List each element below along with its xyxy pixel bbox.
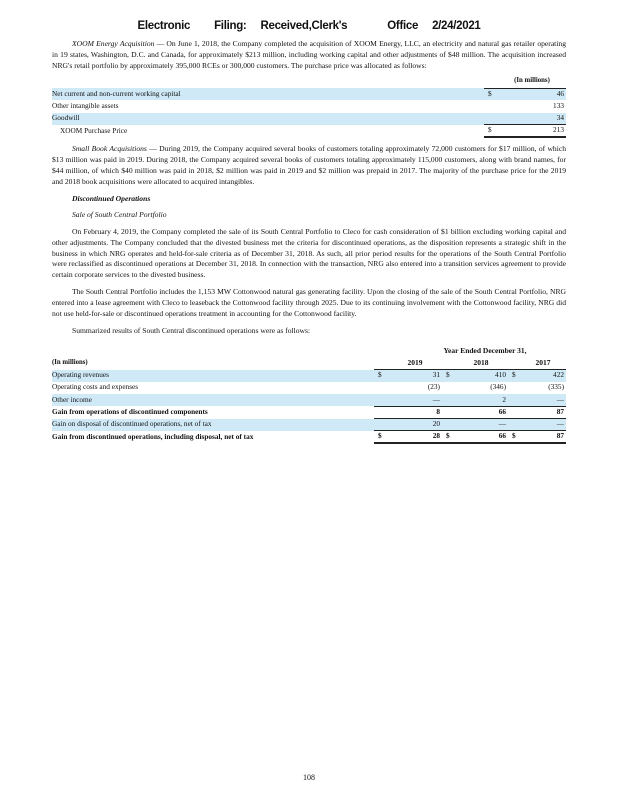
row-label: Other income: [52, 394, 374, 406]
row-value: 34: [500, 113, 566, 125]
row-dollar: [442, 406, 456, 418]
row-dollar: [508, 394, 522, 406]
units-label: (In millions): [52, 358, 88, 366]
small-book-paragraph: [52, 144, 566, 188]
row-dollar: [484, 100, 500, 112]
total-dollar: $: [484, 125, 500, 137]
discontinued-paragraph-2: The South Central Portfolio includes the 1,153 MW Cottonwood natural gas generating facility. Upon the closing of the sale of the South Central Portfolio, NRG entered into a lease agreement with Cleco to leaseback the Cottonwood facility through 2025. Due to its continuing involvement with the Cottonwood facility, NRG did not use held-for-sale or discontinued operations treatment in accounting for the Cottonwood facility.: [52, 287, 566, 319]
row-value-2018: (346): [490, 382, 506, 392]
header-electronic: Electronic: [137, 20, 191, 32]
year-2019: 2019: [407, 357, 423, 367]
row-label: Gain on disposal of discontinued operations, net of tax: [52, 419, 374, 431]
row-value-2017: —: [522, 419, 566, 431]
year-2017: 2017: [535, 357, 551, 367]
row-label: Gain from discontinued operations, including disposal, net of tax: [52, 431, 254, 441]
row-dollar: $: [442, 431, 456, 443]
header-received: Received,Clerk's: [260, 20, 348, 32]
page-content: [52, 39, 566, 444]
row-value-2019: 20: [390, 419, 442, 431]
row-label: Goodwill: [52, 113, 484, 125]
table-total-row: [52, 431, 566, 443]
row-label: Operating costs and expenses: [52, 382, 139, 392]
period-header-row: [52, 345, 566, 357]
header-office: Office: [387, 20, 419, 32]
filing-header: [0, 20, 618, 32]
row-dollar: [508, 419, 522, 431]
discontinued-paragraph-1: On February 4, 2019, the Company completed the sale of its South Central Portfolio to Cleco for cash consideration of $1 billion excluding working capital and other adjustments. The Company concluded that the divested business met the criteria for discontinued operations, as the disposition represents a strategic shift in the business in which NRG operates and held-for-sale criteria as of December 31, 2018. As such, all prior period results for the operations of the South Central Portfolio were reclassified as discontinued operations at December 31, 2018. In connection with the transaction, NRG also entered into a transition services agreement to provide certain corporate services to the divested business.: [52, 226, 566, 280]
row-label: Net current and non-current working capital: [52, 88, 484, 100]
row-label: Other intangible assets: [52, 101, 119, 110]
discontinued-results-table: [52, 345, 566, 444]
row-value-2018: 66: [456, 406, 508, 418]
header-filing: Filing:: [214, 20, 247, 32]
row-value-2019: 31: [390, 370, 442, 382]
row-value-2018: 66: [456, 431, 508, 443]
table-row: [52, 382, 566, 394]
page-number: 108: [303, 773, 315, 782]
table-row: [52, 100, 566, 112]
discontinued-heading: Discontinued Operations: [72, 193, 151, 203]
discontinued-paragraph-3: Summarized results of South Central discontinued operations were as follows:: [72, 326, 311, 335]
small-book-title: Small Book Acquisitions: [72, 144, 147, 154]
row-dollar: $: [484, 88, 500, 100]
row-dollar: [442, 394, 456, 406]
row-value-2017: —: [522, 394, 566, 406]
table-row: [52, 419, 566, 431]
row-value-2017: (335): [548, 382, 564, 392]
table-row: [52, 370, 566, 382]
row-value: 46: [500, 88, 566, 100]
row-value-2019: 8: [390, 406, 442, 418]
row-dollar: $: [442, 370, 456, 382]
table-row: [52, 406, 566, 418]
row-value-2017: 87: [522, 431, 566, 443]
row-dollar: [484, 113, 500, 125]
row-value-2019: —: [390, 394, 442, 406]
row-dollar: [442, 382, 456, 394]
xoom-paragraph: [52, 39, 566, 72]
south-central-subheading: Sale of South Central Portfolio: [72, 209, 167, 219]
table-total-row: [52, 125, 566, 137]
table-header-row: [52, 76, 566, 88]
row-dollar: [374, 419, 390, 431]
units-label: (In millions): [514, 77, 550, 85]
row-value-2019: 28: [390, 431, 442, 443]
year-2018: 2018: [473, 357, 489, 367]
header-date: 2/24/2021: [432, 20, 481, 32]
row-label: Operating revenues: [52, 370, 374, 382]
row-dollar: [374, 394, 390, 406]
row-dollar: [442, 419, 456, 431]
row-dollar: [374, 406, 390, 418]
table-row: [52, 113, 566, 125]
row-dollar: $: [374, 370, 390, 382]
row-value-2018: 410: [456, 370, 508, 382]
row-dollar: [508, 382, 522, 394]
row-value: 133: [553, 101, 564, 110]
small-book-text: — During 2019, the Company acquired several books of customers totaling approximately 72,000 customers for $17 million, of which $13 million was paid in 2019. During 2018, the Company acquired several books of customers totaling approximately 115,000 customers, along with brand names, for $44 million, of which $40 million was paid in 2018, $2 million was paid in 2019 and $2 million was prepaid in 2017. The majority of the purchase price for the 2019 and 2018 book acquisitions were allocated to acquired intangibles.: [52, 144, 566, 187]
table-row: [52, 394, 566, 406]
row-dollar: [374, 382, 390, 394]
row-value-2018: —: [456, 419, 508, 431]
row-dollar: $: [508, 370, 522, 382]
table-row: [52, 88, 566, 100]
row-value-2017: 87: [522, 406, 566, 418]
year-header-row: [52, 357, 566, 369]
row-dollar: $: [374, 431, 390, 443]
row-value-2017: 422: [522, 370, 566, 382]
row-dollar: $: [508, 431, 522, 443]
row-label: Gain from operations of discontinued components: [52, 407, 208, 417]
row-dollar: [508, 406, 522, 418]
xoom-text: — On June 1, 2018, the Company completed the acquisition of XOOM Energy, LLC, an electricity and natural gas retailer operating in 19 states, Washington, D.C. and Canada, for approximately $213 million, including working capital and other adjustments of $48 million. The acquisition increased NRG's retail portfolio by approximately 395,000 RCEs or 300,000 customers. The purchase price was allocated as follows:: [52, 39, 566, 70]
row-value-2018: 2: [456, 394, 508, 406]
period-header: Year Ended December 31,: [443, 345, 527, 355]
row-value-2019: (23): [427, 382, 440, 392]
total-label: XOOM Purchase Price: [60, 125, 128, 135]
total-value: 213: [500, 125, 566, 137]
xoom-title: XOOM Energy Acquisition: [72, 39, 155, 48]
xoom-purchase-table: [52, 76, 566, 139]
